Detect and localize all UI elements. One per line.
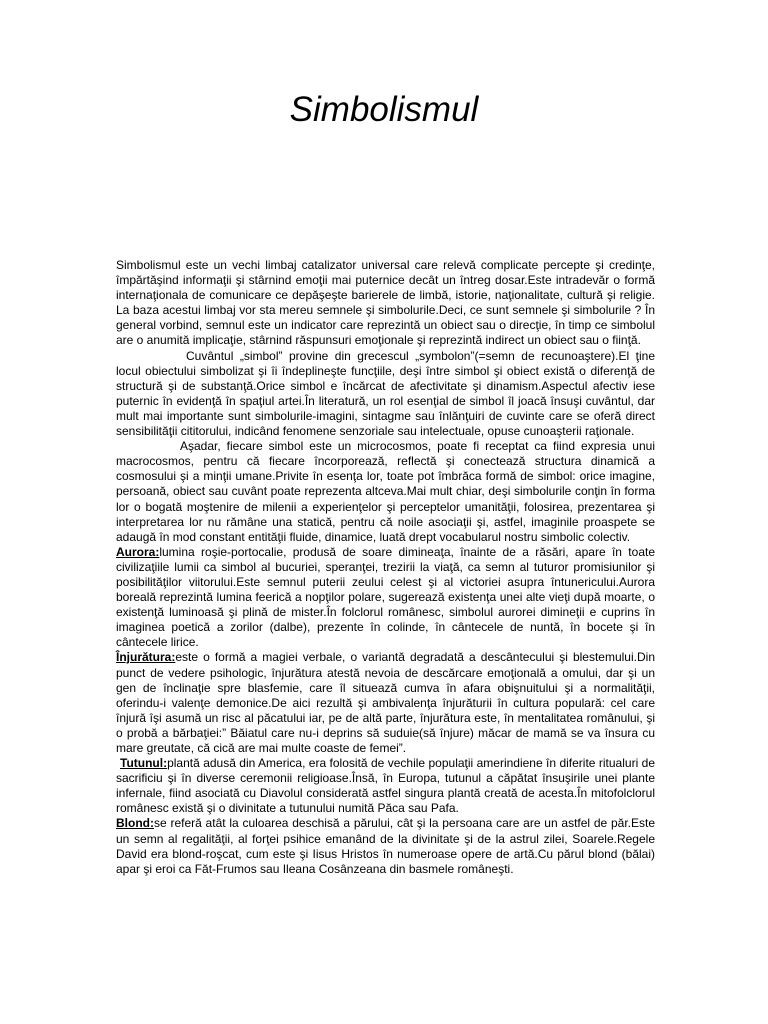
- entry-text: plantă adusă din America, era folosită de vechile populaţii amerindiene în diferite ritualuri de sacrificiu şi în diverse ceremonii religioase.Însă, în Europa, tutunul a căpătat însuşirile unei plante infernale, fiind asociată cu Diavolul considerată astfel singura plantă creată de acesta.În mitofolclorul românesc există şi o divinitate a tutunului numită Păca sau Pafa.: [116, 756, 655, 816]
- entry-text: este o formă a magiei verbale, o variantă degradată a descântecului şi blestemului.Din punct de vedere psihologic, înjurătura atestă nevoia de descărcare emoţională a omului, dar şi un gen de înclinaţie spre blasfemie, care îl situează cumva în afara obişnuitului şi a normalităţii, oferindu-i valenţe demonice.De aici rezultă şi ambivalenţa înjurăturii în cultura populară: cel care înjură îşi asumă un risc al păcatului iar, pe de altă parte, înjurătura este, în mentalitatea românului, şi o probă a bărbaţiei:” Băiatul care nu-i deprins să suduie(să înjure) măcar de mamă se va însura cu mare greutate, că cică are mai multe coaste de femei”.: [116, 650, 655, 755]
- entry-term: Tutunul:: [120, 756, 168, 771]
- paragraph-simbol-origin: [116, 349, 655, 440]
- paragraph-microcosmos: [116, 439, 655, 545]
- paragraph-text: Simbolismul este un vechi limbaj catalizator universal care relevă complicate percepte şi credinţe, împărtăşind informaţii şi stârnind emoţii mai puternice decât un întreg dosar.Este intradevăr o formă internaţionala de comunicare ce depăşeşte barierele de limbă, istorie, naţionalitate, cultură şi religie. La baza acestui limbaj vor sta mereu semnele şi simbolurile.Deci, ce sunt semnele şi simbolurile ? În general vorbind, semnul este un indicator care reprezintă un obiect sau o direcţie, în timp ce simbolul are o anumită implicaţie, stârnind răspunsuri emoţionale şi reprezintă indirect un obiect sau o fiinţă.: [116, 258, 655, 348]
- entry-text: se referă atât la culoarea deschisă a părului, cât şi la persoana care are un astfel de păr.Este un semn al regalităţii, al forţei psihice emanând de la divinitate şi de la astrul zilei, Soarele.Regele David era blond-roşcat, cum este şi Iisus Hristos în numeroase opere de artă.Cu părul blond (bălai) apar şi eroi ca Făt-Frumos sau Ileana Cosânzeana din basmele româneşti.: [116, 816, 655, 876]
- entry-aurora: [116, 545, 655, 651]
- entry-term: Înjurătura:: [116, 650, 176, 665]
- paragraph-text: Aşadar, fiecare simbol este un microcosmos, poate fi receptat ca fiind expresia unui macrocosmos, pentru că fiecare încorporează, reflectă şi conectează structura dinamică a cosmosului şi a minţii umane.Privite în esenţa lor, toate pot îmbrăca formă de simbol: orice imagine, persoană, obiect sau cuvânt poate reprezenta altceva.Mai mult chiar, deşi simbolurile conţin în forma lor o bogată moştenire de milenii a experienţelor şi perceptelor umanităţii, folosirea, prezentarea şi interpretarea lor nu rămâne una statică, pentru că noile asociaţii şi, astfel, imaginile proaspete se adaugă în mod constant entităţii fluide, dinamice, luată drept vocabularul nostru simbolic colectiv.: [116, 439, 655, 544]
- entry-tutunul: [116, 756, 655, 816]
- entry-term: Aurora:: [116, 544, 160, 559]
- document-title: Simbolismul: [289, 90, 479, 129]
- paragraph-intro: [116, 258, 655, 349]
- entry-blond: [116, 816, 655, 876]
- entry-injuratura: [116, 650, 655, 756]
- entry-term: Blond:: [116, 816, 154, 831]
- entry-text: lumina roşie-portocalie, produsă de soare dimineaţa, înainte de a răsări, apare în toate civilizaţiile lumii ca simbol al bucuriei, speranţei, trezirii la viaţă, ca semn al tuturor promisiunilor şi posibilităţilor viitorului.Este semnul puterii zeului celest şi al victoriei asupra întunericului.Aurora boreală reprezintă lumina feerică a nopţilor polare, sugerează existenţa unei alte vieţi după moarte, o existenţă luminoasă şi plină de mister.În folclorul românesc, simbolul aurorei dimineţii e cuprins în imaginea poetică a zorilor (dalbe), prezente în colinde, în cântecele de nuntă, în bocete şi în cântecele lirice.: [116, 544, 655, 650]
- paragraph-text: Cuvântul „simbol” provine din grecescul „symbolon”(=semn de recunoaştere).El ţine locul obiectului simbolizat şi îi îndeplineşte funcţiile, deşi între simbol şi obiect există o diferenţă de structură şi de substanţă.Orice simbol e încărcat de afectivitate şi dinamism.Aspectul afectiv iese puternic în evidenţă în spaţiul artei.În literatură, un rol esenţial de simbol îl joacă însuşi cuvântul, dar mult mai importante sunt simbolurile-imagini, sintagme sau înlănţuiri de cuvinte care se oferă direct sensibilităţii cititorului, indicând fenomene senzoriale sau intelectuale, opuse cunoaşterii raţionale.: [116, 348, 655, 439]
- document-body: [116, 258, 655, 877]
